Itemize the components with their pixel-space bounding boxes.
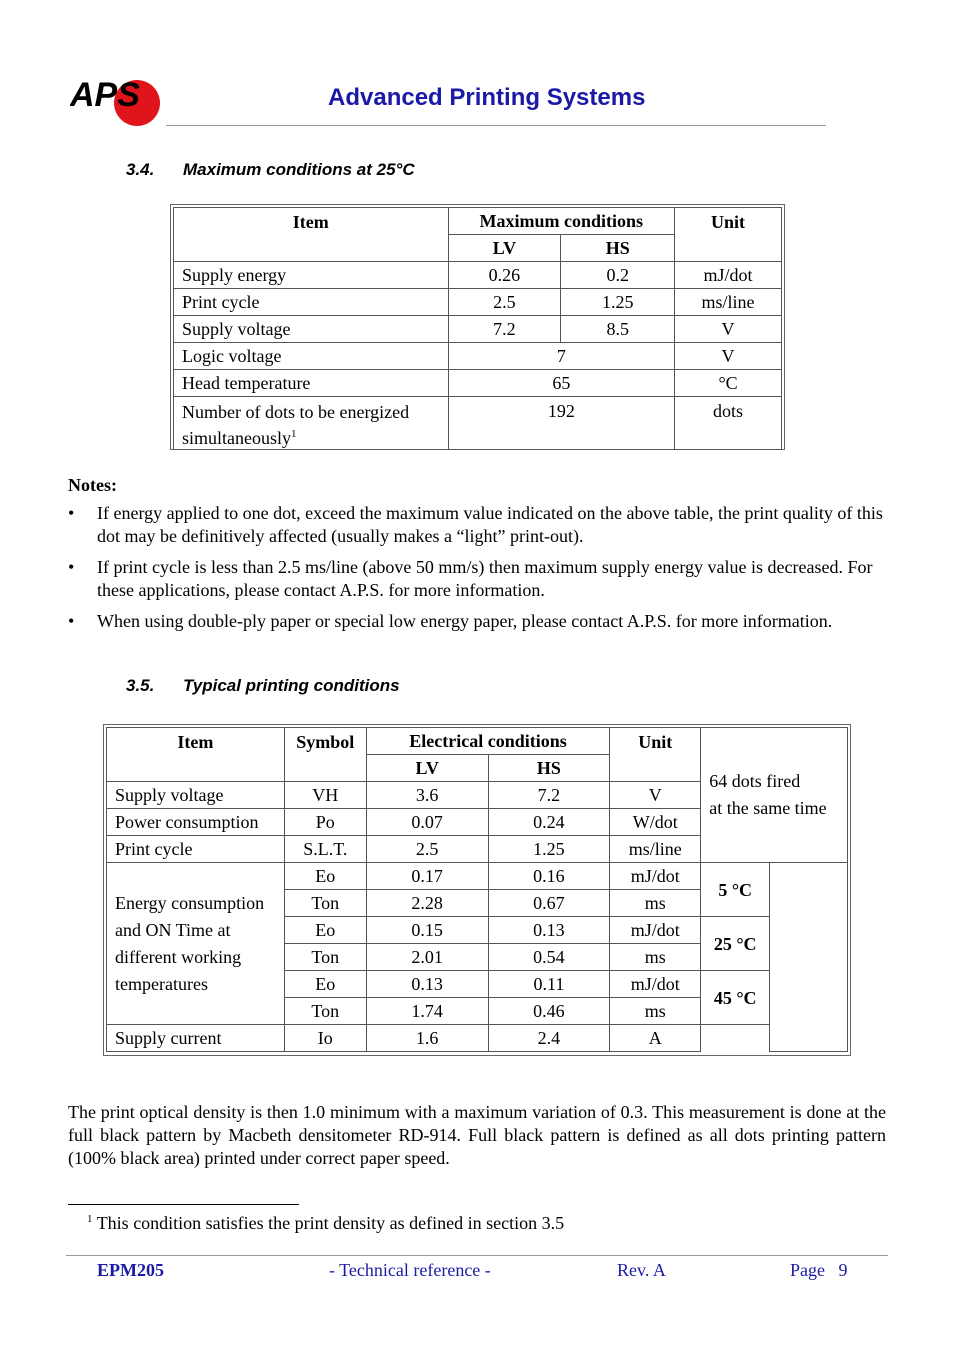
- footer-doc: EPM205: [97, 1260, 164, 1280]
- cell-unit: mJ/dot: [675, 262, 782, 289]
- cell-item: Supply energy: [174, 262, 449, 289]
- section-title: Typical printing conditions: [183, 676, 400, 695]
- cell-symbol: Ton: [284, 890, 366, 917]
- col-header-unit: Unit: [610, 728, 701, 782]
- cell-hs: 0.13: [488, 917, 610, 944]
- notes-list: [68, 502, 888, 633]
- cell-unit: mJ/dot: [610, 917, 701, 944]
- cell-hs: 0.16: [488, 863, 610, 890]
- cell-item: [174, 397, 449, 450]
- cell-hs: 7.2: [488, 782, 610, 809]
- footnote: [87, 1213, 564, 1234]
- cell-unit: V: [675, 343, 782, 370]
- cell-item: Supply current: [107, 1025, 285, 1052]
- cell-symbol: Io: [284, 1025, 366, 1052]
- cell-symbol: Ton: [284, 944, 366, 971]
- footer-page: [790, 1260, 848, 1281]
- temp-label: 25 °C: [701, 917, 770, 971]
- logo-text: APS: [70, 76, 140, 114]
- header-title: Advanced Printing Systems: [328, 84, 646, 111]
- cell-value: 7: [448, 343, 675, 370]
- col-header-hs: HS: [488, 755, 610, 782]
- cell-unit: ms/line: [610, 836, 701, 863]
- table-row: [174, 343, 782, 370]
- side-note-line1: 64 dots fired: [709, 771, 801, 791]
- cell-lv: 1.74: [366, 998, 488, 1025]
- col-header-item: Item: [174, 208, 449, 262]
- temp-label: 45 °C: [701, 971, 770, 1025]
- section-number: 3.5.: [126, 676, 155, 695]
- aps-logo: [70, 72, 165, 132]
- footer-divider: [66, 1255, 888, 1256]
- cell-unit: mJ/dot: [610, 971, 701, 998]
- notes-block: [68, 474, 888, 641]
- temp-label: 5 °C: [701, 863, 770, 917]
- col-header-lv: LV: [366, 755, 488, 782]
- col-header-unit: Unit: [675, 208, 782, 262]
- cell-symbol: VH: [284, 782, 366, 809]
- cell-lv: 0.13: [366, 971, 488, 998]
- section-3-5-heading: [126, 676, 400, 696]
- cell-item: Logic voltage: [174, 343, 449, 370]
- side-note-line2: at the same time: [709, 798, 827, 818]
- cell-lv: 2.28: [366, 890, 488, 917]
- cell-hs: 2.4: [488, 1025, 610, 1052]
- max-conditions-table: [173, 207, 782, 450]
- table-row: [107, 863, 848, 890]
- list-item: • If energy applied to one dot, exceed the maximum value indicated on the above table, the print quality of this dot may be definitively affected (usually makes a “light” print-out).: [68, 502, 888, 548]
- cell-lv: 7.2: [448, 316, 561, 343]
- cell-lv: 2.01: [366, 944, 488, 971]
- col-header-lv: LV: [448, 235, 561, 262]
- cell-hs: 0.67: [488, 890, 610, 917]
- list-item: • If print cycle is less than 2.5 ms/line (above 50 mm/s) then maximum supply energy value is decreased. For these applications, please contact A.P.S. for more information.: [68, 556, 888, 602]
- cell-symbol: Eo: [284, 971, 366, 998]
- col-header-electrical: Electrical conditions: [366, 728, 610, 755]
- cell-value: 65: [448, 370, 675, 397]
- cell-item: Head temperature: [174, 370, 449, 397]
- footnote-text: This condition satisfies the print density as defined in section 3.5: [96, 1213, 565, 1233]
- footnote-divider: [68, 1204, 299, 1205]
- cell-item: Supply voltage: [107, 782, 285, 809]
- cell-unit: ms/line: [675, 289, 782, 316]
- cell-lv: 2.5: [448, 289, 561, 316]
- energy-item-line: temperatures: [115, 973, 208, 994]
- cell-unit: ms: [610, 998, 701, 1025]
- side-note: [701, 728, 848, 863]
- empty-cell: [701, 1025, 770, 1052]
- col-header-hs: HS: [561, 235, 675, 262]
- cell-hs: 0.54: [488, 944, 610, 971]
- cell-symbol: S.L.T.: [284, 836, 366, 863]
- cell-hs: 0.2: [561, 262, 675, 289]
- table-row: [174, 262, 782, 289]
- cell-hs: 1.25: [561, 289, 675, 316]
- cell-hs: 1.25: [488, 836, 610, 863]
- footer-rev: Rev. A: [617, 1260, 666, 1280]
- cell-lv: 0.26: [448, 262, 561, 289]
- table-row: [107, 1025, 848, 1052]
- typical-conditions-table: [106, 727, 848, 1052]
- energy-item-line: different working: [115, 946, 242, 967]
- body-paragraph: The print optical density is then 1.0 minimum with a maximum variation of 0.3. This measurement is done at the full black pattern by Macbeth densitometer RD-914. Full black pattern is defined as all dots printing pattern (100% black area) printed under correct paper speed.: [68, 1102, 886, 1168]
- empty-cell: [770, 863, 848, 1052]
- footer-page-label: Page: [790, 1260, 825, 1280]
- cell-item-line1: Number of dots to be energized: [182, 402, 410, 422]
- energy-item-cell: [107, 863, 285, 1025]
- cell-hs: 0.46: [488, 998, 610, 1025]
- cell-item: Power consumption: [107, 809, 285, 836]
- cell-unit: ms: [610, 944, 701, 971]
- table-row: [174, 397, 782, 450]
- cell-lv: 3.6: [366, 782, 488, 809]
- cell-symbol: Eo: [284, 863, 366, 890]
- cell-unit: W/dot: [610, 809, 701, 836]
- cell-lv: 0.17: [366, 863, 488, 890]
- cell-unit: A: [610, 1025, 701, 1052]
- footnote-mark: 1: [87, 1213, 93, 1225]
- table-row: [174, 370, 782, 397]
- footer-desc: - Technical reference -: [329, 1260, 491, 1280]
- cell-lv: 2.5: [366, 836, 488, 863]
- cell-unit: ms: [610, 890, 701, 917]
- section-number: 3.4.: [126, 160, 155, 179]
- cell-symbol: Ton: [284, 998, 366, 1025]
- cell-unit: V: [610, 782, 701, 809]
- cell-item: Print cycle: [107, 836, 285, 863]
- col-header-max: Maximum conditions: [448, 208, 675, 235]
- section-3-4-heading: [126, 160, 415, 180]
- cell-item-line2: simultaneously: [182, 428, 291, 448]
- cell-unit: V: [675, 316, 782, 343]
- cell-hs: 0.11: [488, 971, 610, 998]
- cell-hs: 8.5: [561, 316, 675, 343]
- list-item: • When using double-ply paper or special low energy paper, please contact A.P.S. for more information.: [68, 610, 888, 633]
- energy-item-line: and ON Time at: [115, 919, 231, 940]
- cell-lv: 0.07: [366, 809, 488, 836]
- cell-lv: 0.15: [366, 917, 488, 944]
- cell-value: 192: [448, 397, 675, 450]
- footer-page-number: 9: [838, 1260, 848, 1280]
- cell-hs: 0.24: [488, 809, 610, 836]
- table-row: [174, 316, 782, 343]
- cell-item: Supply voltage: [174, 316, 449, 343]
- footnote-mark: 1: [291, 428, 297, 440]
- cell-unit: °C: [675, 370, 782, 397]
- cell-item: Print cycle: [174, 289, 449, 316]
- cell-unit: mJ/dot: [610, 863, 701, 890]
- notes-heading: Notes:: [68, 475, 117, 495]
- col-header-item: Item: [107, 728, 285, 782]
- energy-item-line: Energy consumption: [115, 892, 265, 913]
- section-title: Maximum conditions at 25°C: [183, 160, 415, 179]
- table-row: [174, 289, 782, 316]
- cell-symbol: Eo: [284, 917, 366, 944]
- header-divider: [166, 125, 826, 126]
- col-header-symbol: Symbol: [284, 728, 366, 782]
- cell-unit: dots: [675, 397, 782, 450]
- cell-lv: 1.6: [366, 1025, 488, 1052]
- cell-symbol: Po: [284, 809, 366, 836]
